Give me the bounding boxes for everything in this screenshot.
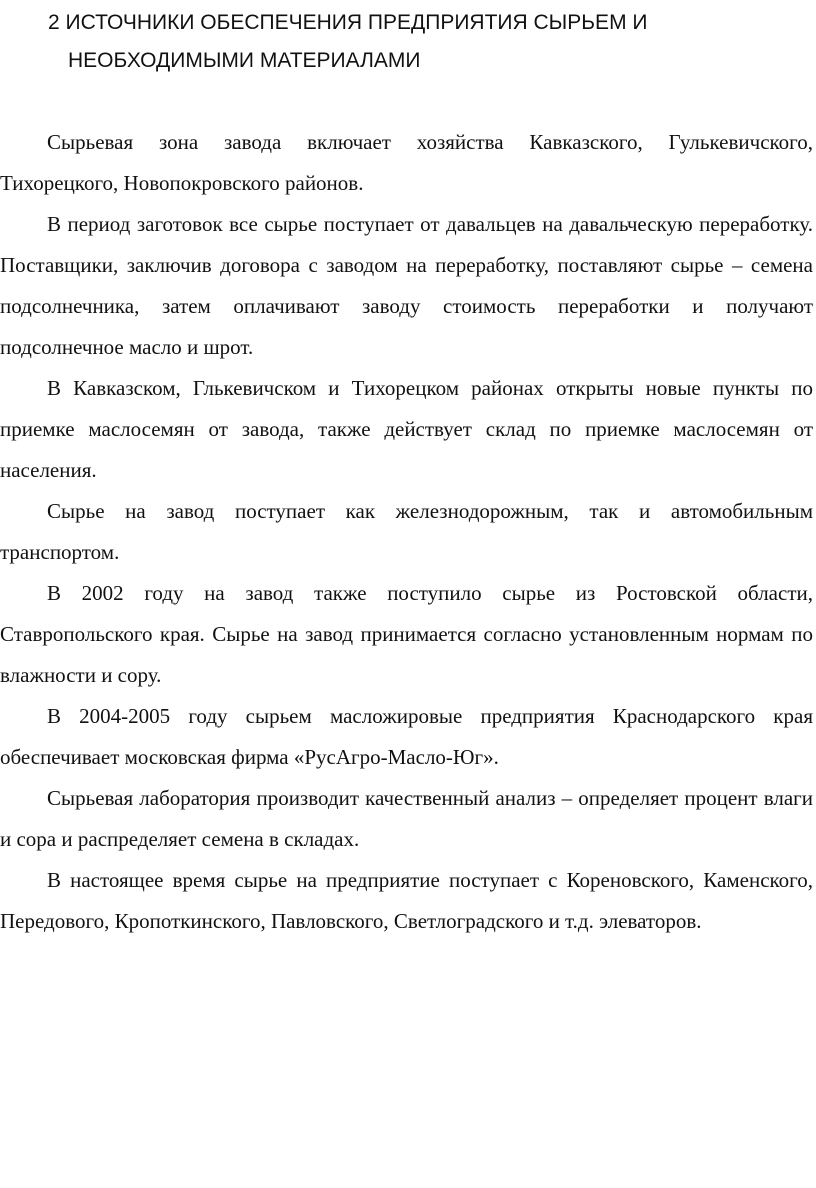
- section-heading: [48, 4, 788, 80]
- paragraph-laboratory: Сырьевая лаборатория производит качественный анализ – определяет процент влаги и сора и распределяет семена в складах.: [0, 786, 813, 851]
- paragraph-transport: Сырье на завод поступает как железнодорожным, так и автомобильным транспортом.: [0, 499, 813, 564]
- section-heading-line-2: НЕОБХОДИМЫМИ МАТЕРИАЛАМИ: [68, 49, 421, 72]
- paragraph-receiving-points: В Кавказском, Глькевичском и Тихорецком районах открыты новые пункты по приемке маслосемян от завода, также действует склад по приемке маслосемян от населения.: [0, 376, 813, 482]
- paragraph-raw-material-zone: Сырьевая зона завода включает хозяйства Кавказского, Гулькевичского, Тихорецкого, Новопокровского районов.: [0, 130, 813, 195]
- paragraph-2004-2005-supplier: В 2004-2005 году сырьем масложировые предприятия Краснодарского края обеспечивает московская фирма «РусАгро-Масло-Юг».: [0, 704, 813, 769]
- paragraph-toll-processing: В период заготовок все сырье поступает от давальцев на давальческую переработку. Поставщики, заключив договора с заводом на переработку, поставляют сырье – семена подсолнечника, затем оплачивают заводу стоимость переработки и получают подсолнечное масло и шрот.: [0, 212, 813, 359]
- section-heading-line-1: 2 ИСТОЧНИКИ ОБЕСПЕЧЕНИЯ ПРЕДПРИЯТИЯ СЫРЬЕМ И: [48, 11, 648, 34]
- body-text: [0, 122, 813, 942]
- paragraph-2002-supply: В 2002 году на завод также поступило сырье из Ростовской области, Ставропольского края. Сырье на завод принимается согласно установленным нормам по влажности и сору.: [0, 581, 813, 687]
- paragraph-elevators: В настоящее время сырье на предприятие поступает с Кореновского, Каменского, Передового, Кропоткинского, Павловского, Светлоградского и т.д. элеваторов.: [0, 868, 813, 933]
